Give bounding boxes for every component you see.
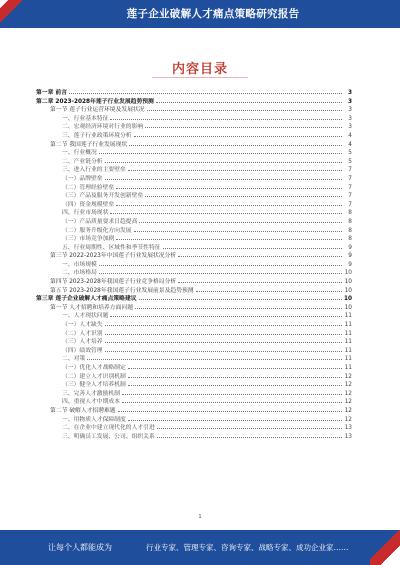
toc-entry[interactable]	[36, 140, 352, 149]
toc-entry[interactable]	[36, 174, 352, 183]
toc-entry-page: 7	[348, 175, 352, 182]
toc-entry-text: （四）绩效管理	[62, 347, 103, 354]
toc-dot-leader	[128, 372, 342, 378]
toc-dot-leader	[135, 303, 342, 309]
toc-entry[interactable]	[36, 337, 352, 346]
footer-tagline: 行业专家、管理专家、咨询专家、战略专家、成功企业家……	[146, 543, 349, 552]
toc-entry-text: 三、进入行业的主要壁垒	[62, 167, 126, 174]
toc-entry[interactable]	[36, 423, 352, 432]
toc-entry[interactable]	[36, 234, 352, 243]
header-stripe-decoration	[0, 0, 28, 28]
toc-entry-text: 五、行业周期性、区域性和季节性特征	[62, 244, 161, 251]
toc-entry-text: （一）品牌壁垒	[62, 175, 103, 182]
page-header	[0, 0, 400, 28]
toc-entry-text: 第三节 2022-2023年中国莲子行业发展状况分析	[50, 253, 177, 260]
toc-entry-text: 一、市场规模	[62, 261, 97, 268]
toc-entry[interactable]	[36, 157, 352, 166]
toc-dot-leader	[118, 406, 342, 412]
toc-entry[interactable]	[36, 286, 352, 295]
toc-dot-leader	[128, 380, 342, 386]
toc-entry-text: 第一节 人才招聘和培养方面问题	[50, 304, 133, 311]
toc-entry-text: 第二节 破解人才招聘难题	[50, 407, 116, 414]
toc-entry[interactable]	[36, 243, 352, 252]
toc-dot-leader	[139, 217, 342, 223]
toc-entry[interactable]	[36, 105, 352, 114]
toc-entry-text: 第一节 莲子行业运营环境及发展状况	[50, 107, 145, 114]
toc-entry-page: 11	[344, 347, 352, 354]
toc-entry-page: 9	[348, 253, 352, 260]
toc-entry-text: （一）人才缺失	[62, 322, 103, 329]
toc-dot-leader	[145, 191, 342, 197]
toc-entry-text: （三）健全人才培养机制	[62, 382, 126, 389]
toc-entry[interactable]	[36, 191, 352, 200]
toc-entry[interactable]	[36, 320, 352, 329]
toc-entry[interactable]	[36, 389, 352, 398]
toc-entry[interactable]	[36, 363, 352, 372]
toc-entry-text: 第一章 前言	[36, 90, 68, 96]
toc-entry[interactable]	[36, 397, 352, 406]
toc-entry-text: 二、在企业中建立现代化的人才引进	[62, 425, 155, 432]
toc-dot-leader	[110, 311, 342, 317]
toc-entry[interactable]	[36, 200, 352, 209]
toc-entry-text: 四、重视人才中期成本	[62, 399, 120, 406]
toc-entry[interactable]	[36, 432, 352, 441]
toc-entry-page: 5	[348, 158, 352, 165]
toc-entry[interactable]	[36, 148, 352, 157]
toc-entry-page: 11	[344, 330, 352, 337]
toc-entry[interactable]	[36, 183, 352, 192]
toc-entry-page: 4	[348, 141, 352, 148]
toc-dot-leader	[122, 389, 342, 395]
toc-entry[interactable]	[36, 165, 352, 174]
toc-entry-page: 8	[348, 227, 352, 234]
toc-entry-text: （三）人才培养	[62, 339, 103, 346]
toc-dot-leader	[122, 397, 342, 403]
toc-entry-text: 第二节 我国莲子行业发展现状	[50, 141, 128, 148]
toc-entry-page: 12	[344, 416, 352, 423]
toc-entry-text: （二）人才识别	[62, 330, 103, 337]
toc-dot-leader	[105, 346, 342, 352]
toc-dot-leader	[116, 200, 342, 206]
toc-dot-leader	[105, 157, 342, 163]
toc-entry-text: 三、明确员工发展、公司、组织关系	[62, 433, 155, 440]
page-footer	[0, 530, 400, 565]
toc-entry-text: （一）产品质量要求日趋提高	[62, 218, 138, 225]
toc-dot-leader	[69, 88, 342, 94]
toc-entry-text: 一、行业概况	[62, 150, 97, 157]
toc-entry-page: 3	[348, 107, 352, 114]
toc-entry[interactable]	[36, 372, 352, 381]
toc-entry-page: 7	[348, 193, 352, 200]
toc-entry-page: 12	[344, 407, 352, 414]
toc-entry[interactable]	[36, 114, 352, 123]
toc-entry-page: 12	[344, 373, 352, 380]
toc-entry-text: （一）优化人才战略制定	[62, 365, 126, 371]
toc-entry-text: 第三章 莲子企业破解人才痛点策略建议	[36, 296, 137, 303]
toc-entry-text: 一、人才现状问题	[62, 313, 109, 320]
toc-entry-page: 12	[344, 390, 352, 397]
toc-heading-divider	[152, 77, 248, 78]
toc-entry-page: 5	[348, 150, 352, 157]
toc-entry-page: 11	[344, 322, 352, 329]
toc-entry-text: 二、市场格局	[62, 270, 97, 277]
toc-dot-leader	[87, 354, 342, 360]
toc-dot-leader	[145, 122, 342, 128]
toc-entry-page: 3	[348, 115, 352, 122]
toc-entry-text: （二）管理经验壁垒	[62, 184, 115, 191]
toc-entry[interactable]	[36, 277, 352, 286]
toc-entry[interactable]	[36, 415, 352, 424]
toc-entry[interactable]	[36, 303, 352, 312]
toc-dot-leader	[129, 140, 342, 146]
toc-dot-leader	[110, 114, 342, 120]
toc-entry-page: 7	[348, 201, 352, 208]
toc-entry-text: 第四节 2023-2028年我国莲子行业竞争格局分析	[50, 279, 177, 286]
toc-entry-page: 10	[344, 304, 352, 311]
toc-entry-page: 11	[344, 365, 352, 371]
toc-heading: 内容目录	[171, 62, 228, 77]
toc-dot-leader	[163, 243, 342, 249]
toc-entry[interactable]	[36, 260, 352, 269]
toc-entry-text: （二）建立人才识别机制	[62, 373, 126, 380]
toc-dot-leader	[157, 432, 342, 438]
toc-entry-page: 3	[347, 90, 352, 96]
toc-entry-page: 11	[344, 339, 352, 346]
toc-entry[interactable]	[36, 208, 352, 217]
toc-entry-page: 10	[344, 279, 352, 286]
toc-entry-text: 二、对策	[62, 356, 86, 363]
toc-entry-page: 9	[348, 244, 352, 251]
toc-entry-page: 11	[344, 313, 352, 320]
toc-dot-leader	[139, 294, 342, 300]
page-number: 1	[198, 514, 202, 520]
toc-entry[interactable]	[36, 217, 352, 226]
toc-entry-text: （二）服务升级化方向发展	[62, 227, 132, 234]
toc-entry-text: 一、行业基本特征	[62, 115, 109, 122]
toc-entry-text: 第二章 2023-2028年莲子行业发展趋势预测	[36, 98, 154, 105]
toc-entry[interactable]	[36, 354, 352, 363]
toc-entry-text: 一、用物质人才保障制度	[62, 416, 126, 423]
toc-entry-text: 三、完善人才激励机制	[62, 390, 120, 397]
toc-dot-leader	[128, 363, 342, 369]
toc-entry-page: 8	[348, 236, 352, 243]
toc-dot-leader	[105, 320, 342, 326]
toc-dot-leader	[178, 277, 342, 283]
toc-entry-page: 11	[344, 356, 352, 363]
toc-entry-text: 二、产业链分析	[62, 158, 103, 165]
toc-entry[interactable]	[36, 251, 352, 260]
toc-entry[interactable]	[36, 88, 352, 97]
toc-entry-text: （四）资金规模壁垒	[62, 201, 115, 208]
toc-entry-page: 7	[348, 184, 352, 191]
toc-entry-text: 二、宏观经济环境对行业的影响	[62, 124, 144, 131]
toc-entry[interactable]	[36, 311, 352, 320]
toc-entry-page: 12	[344, 382, 352, 389]
toc-entry[interactable]	[36, 329, 352, 338]
toc-dot-leader	[99, 148, 342, 154]
footer-slogan: 让每个人都能成为	[48, 543, 112, 552]
toc-entry-page: 13	[344, 433, 352, 440]
toc-entry[interactable]	[36, 406, 352, 415]
toc-entry[interactable]	[36, 226, 352, 235]
toc-dot-leader	[134, 226, 342, 232]
toc-entry[interactable]	[36, 122, 352, 131]
toc-entry-text: 四、行业市场现状	[62, 210, 109, 217]
toc-dot-leader	[178, 251, 342, 257]
toc-dot-leader	[105, 174, 342, 180]
toc-entry-page: 3	[348, 124, 352, 131]
toc-entry[interactable]	[36, 346, 352, 355]
toc-entry[interactable]	[36, 294, 352, 303]
toc-dot-leader	[196, 286, 342, 292]
toc-entry[interactable]	[36, 380, 352, 389]
toc-entry[interactable]	[36, 268, 352, 277]
toc-dot-leader	[110, 208, 342, 214]
toc-dot-leader	[128, 415, 342, 421]
toc-entry-page: 8	[348, 210, 352, 217]
toc-entry[interactable]	[36, 131, 352, 140]
toc-entry-page: 3	[347, 98, 352, 105]
toc-dot-leader	[116, 234, 342, 240]
report-title: 莲子企业破解人才痛点策略研究报告	[126, 8, 300, 20]
toc-entry-page: 7	[348, 167, 352, 174]
toc-dot-leader	[147, 105, 342, 111]
footer-stripe-decoration	[370, 530, 400, 565]
toc-entry-page: 10	[344, 287, 352, 294]
toc-dot-leader	[105, 329, 342, 335]
toc-dot-leader	[134, 131, 342, 137]
toc-dot-leader	[157, 423, 342, 429]
toc-entry-page: 10	[344, 296, 352, 303]
toc-entry-page: 8	[348, 218, 352, 225]
toc-dot-leader	[99, 260, 342, 266]
toc-entry-text: （三）市场竞争加剧	[62, 236, 115, 243]
toc-entry-text: 第五节 2023-2028年我国莲子行业发展前景及趋势预测	[50, 287, 194, 294]
toc-entry-page: 10	[344, 270, 352, 277]
toc-entry-text: （三）产品及服务开发创新壁垒	[62, 193, 144, 200]
toc-dot-leader	[128, 165, 342, 171]
toc-dot-leader	[156, 97, 342, 103]
toc-entry-page: 12	[344, 399, 352, 406]
toc-entry[interactable]	[36, 97, 352, 106]
toc-dot-leader	[116, 183, 342, 189]
toc-dot-leader	[99, 268, 342, 274]
table-of-contents	[36, 88, 352, 440]
toc-entry-text: 三、莲子行业政策环境分析	[62, 132, 132, 139]
toc-entry-page: 9	[348, 261, 352, 268]
toc-entry-page: 13	[344, 425, 352, 432]
toc-entry-page: 4	[348, 132, 352, 139]
toc-dot-leader	[105, 337, 342, 343]
